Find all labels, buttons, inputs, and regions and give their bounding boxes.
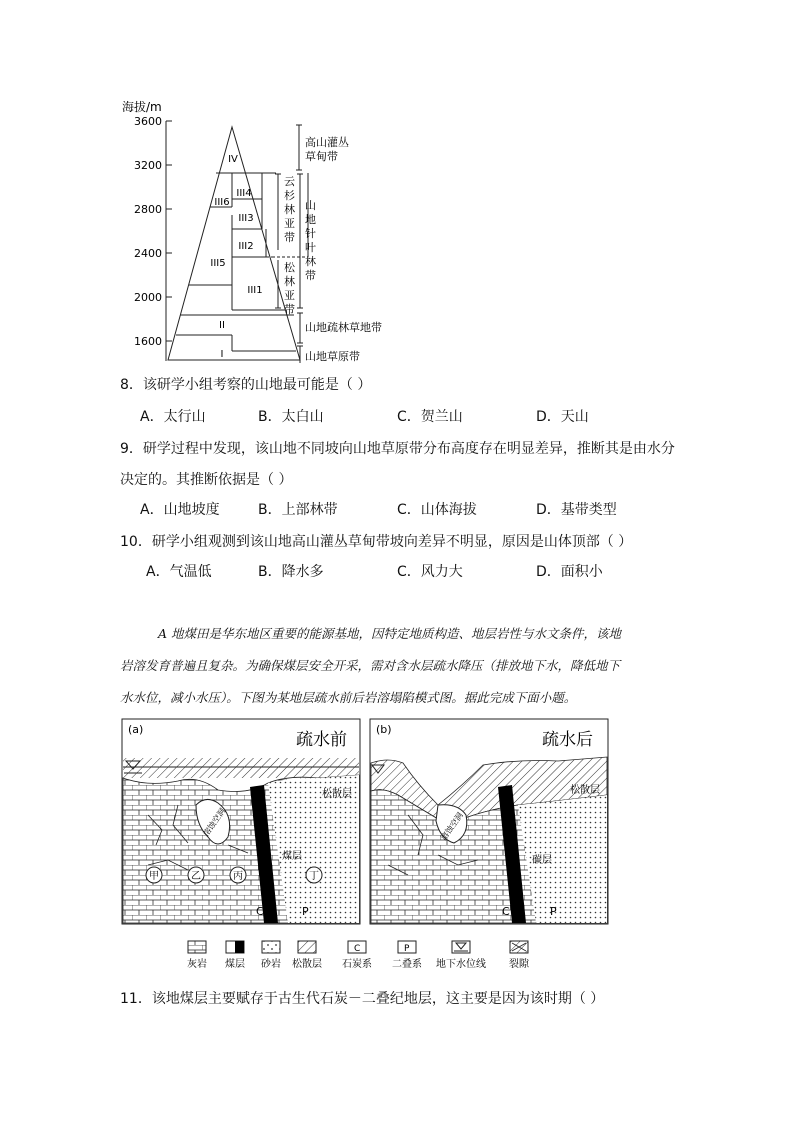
question-8: 8．该研学小组考察的山地最可能是（ ） (120, 377, 372, 393)
question-9-line1: 9．研学过程中发现，该山地不同坡向山地草原带分布高度存在明显差异，推断其是由水分 (120, 441, 675, 457)
zone-label: III6 (214, 197, 230, 208)
legend-p-symbol: P (404, 944, 410, 954)
legend-loose: 松散层 (292, 959, 322, 970)
option-a[interactable]: A．山地坡度 (140, 502, 220, 518)
y-axis-label: 海拔/m (122, 100, 162, 114)
legend-fissure: 裂隙 (509, 959, 529, 970)
belt-label-spruce: 林 (284, 203, 295, 216)
legend-sandstone: 砂岩 (261, 959, 281, 970)
cavity-label: 溶蚀空洞 (201, 806, 228, 838)
option-c[interactable]: C．山体海拔 (397, 502, 477, 518)
option-b[interactable]: B．降水多 (258, 564, 324, 580)
passage-line: 岩溶发育普遍且复杂。为确保煤层安全开采，需对含水层疏水降压（排放地下水，降低地下 (120, 658, 621, 673)
panel-a-tag: (a) (128, 723, 144, 736)
system-c-label: C (502, 905, 510, 918)
belt-label-spruce: 云 (284, 175, 295, 188)
belt-label-conifer: 带 (305, 269, 316, 282)
belt-label-conifer: 针 (305, 227, 316, 240)
belt-label-alpine: 高山灌丛 (305, 136, 349, 149)
zone-label: III2 (238, 241, 254, 252)
panel-b-tag: (b) (376, 723, 392, 736)
coal-label: 碳层 (532, 855, 552, 866)
panel-b-title: 疏水后 (542, 730, 593, 750)
legend-c-symbol: C (354, 944, 361, 954)
y-tick: 3600 (134, 115, 162, 128)
zone-label: III1 (247, 285, 263, 296)
question-11: 11．该地煤层主要赋存于古生代石炭－二叠纪地层，这主要是因为该时期（ ） (120, 991, 605, 1007)
point-bing: 丙 (233, 871, 243, 882)
option-d[interactable]: D．基带类型 (536, 502, 617, 518)
belt-label-spruce: 杉 (284, 189, 295, 202)
belt-label-pine: 带 (284, 303, 295, 316)
point-jia: 甲 (149, 871, 159, 882)
karst-collapse-diagram (118, 715, 618, 975)
option-a[interactable]: A．气温低 (146, 564, 212, 580)
zone-label: III3 (238, 213, 254, 224)
option-b[interactable]: B．上部林带 (258, 502, 338, 518)
belt-label-conifer: 叶 (305, 241, 316, 254)
point-ding: 丁 (309, 871, 319, 882)
zone-label: I (220, 349, 224, 360)
belt-label-pine: 亚 (284, 289, 295, 302)
belt-label-pine: 松 (284, 261, 295, 274)
option-b[interactable]: B．太白山 (258, 409, 324, 425)
question-9-line2: 决定的。其推断依据是（ ） (120, 472, 293, 488)
y-tick: 3200 (134, 159, 162, 172)
loose-layer-label: 松散层 (322, 789, 352, 800)
point-yi: 乙 (191, 871, 201, 882)
belt-label-conifer: 山 (305, 199, 316, 212)
legend-permian: 二叠系 (392, 959, 422, 970)
y-tick: 1600 (134, 335, 162, 348)
option-d[interactable]: D．天山 (536, 409, 589, 425)
system-c-label: C (256, 905, 264, 918)
zone-label: II (219, 320, 225, 331)
legend-carboniferous: 石炭系 (342, 959, 372, 970)
belt-label-sparse: 山地疏林草地带 (305, 321, 382, 334)
option-c[interactable]: C．风力大 (397, 564, 463, 580)
passage-line: A 地煤田是华东地区重要的能源基地，因特定地质构造、地层岩性与水文条件，该地 (158, 626, 622, 641)
y-tick: 2800 (134, 203, 162, 216)
legend (187, 941, 530, 970)
belt-label-pine: 林 (284, 275, 295, 288)
passage-line: 水水位，减小水压）。下图为某地层疏水前后岩溶塌陷模式图。据此完成下面小题。 (120, 690, 577, 705)
option-c[interactable]: C．贺兰山 (397, 409, 463, 425)
question-10: 10．研学小组观测到该山地高山灌丛草甸带坡向差异不明显，原因是山体顶部（ ） (120, 534, 633, 550)
belt-label-conifer: 林 (305, 255, 316, 268)
loose-layer-label: 松散层 (570, 785, 600, 796)
legend-coal: 煤层 (225, 959, 245, 970)
option-a[interactable]: A．太行山 (140, 409, 206, 425)
belt-label-steppe: 山地草原带 (305, 350, 360, 363)
altitude-zonation-diagram (110, 95, 410, 370)
option-d[interactable]: D．面积小 (536, 564, 603, 580)
legend-limestone: 灰岩 (187, 959, 207, 970)
panel-a (122, 719, 360, 924)
belt-label-spruce: 带 (284, 231, 295, 244)
belt-label-spruce: 亚 (284, 217, 295, 230)
zone-label: IV (228, 154, 238, 165)
system-p-label: P (302, 905, 309, 918)
y-tick: 2400 (134, 247, 162, 260)
belt-label-alpine: 草甸带 (305, 150, 338, 163)
panel-b (370, 719, 608, 924)
coal-label: 煤层 (282, 851, 302, 862)
panel-a-title: 疏水前 (296, 730, 347, 750)
zone-label: III5 (210, 258, 226, 269)
cavity-label: 溶蚀空洞 (439, 810, 465, 843)
belt-label-conifer: 地 (305, 213, 316, 226)
zone-label: III4 (236, 188, 252, 199)
system-p-label: P (550, 905, 557, 918)
y-tick: 2000 (134, 291, 162, 304)
legend-water-table: 地下水位线 (436, 959, 486, 970)
